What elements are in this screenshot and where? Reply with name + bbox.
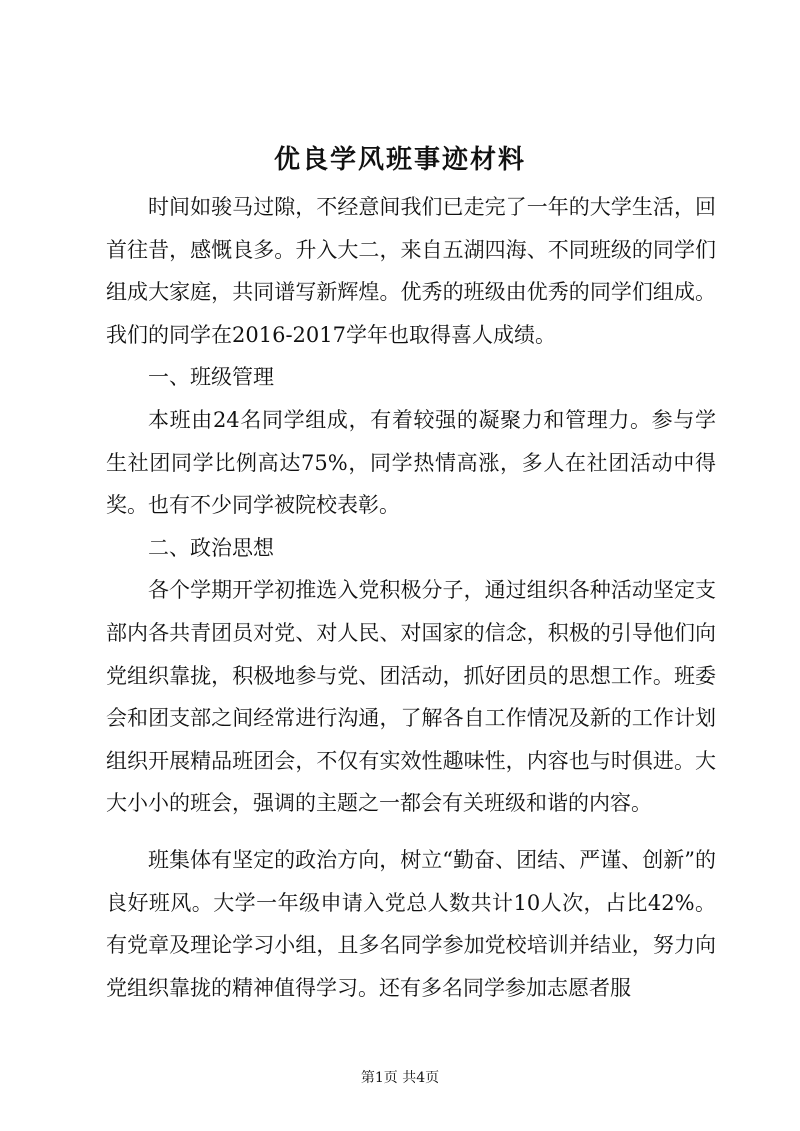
section-heading-political-thought: 二、政治思想: [148, 535, 274, 560]
page-number-footer: 第1页 共4页: [360, 1070, 440, 1086]
section-heading-class-management: 一、班级管理: [148, 365, 274, 390]
paragraph-intro: 时间如骏马过隙，不经意间我们已走完了一年的大学生活，回首往昔，感慨良多。升入大二，来自五湖四海、不同班级的同学们组成大家庭，共同谱写新辉煌。优秀的班级由优秀的同学们组成。我们的同学在2016-2017学年也取得喜人成绩。: [106, 195, 716, 347]
paragraph-class-style: 班集体有坚定的政治方向，树立“勤奋、团结、严谨、创新”的良好班风。大学一年级申请入党总人数共计10人次，占比42%。有党章及理论学习小组，且多名同学参加党校培训并结业，努力向党组织靠拢的精神值得学习。还有多名同学参加志愿者服: [106, 847, 716, 1000]
document-title: 优良学风班事迹材料: [273, 145, 526, 175]
paragraph-political-thought: 各个学期开学初推选入党积极分子，通过组织各种活动坚定支部内各共青团员对党、对人民、对国家的信念，积极的引导他们向党组织靠拢，积极地参与党、团活动，抓好团员的思想工作。班委会和团支部之间经常进行沟通，了解各自工作情况及新的工作计划组织开展精品班团会，不仅有实效性趣味性，内容也与时俱进。大大小小的班会，强调的主题之一都会有关班级和谐的内容。: [106, 578, 716, 816]
paragraph-class-management: 本班由24名同学组成，有着较强的凝聚力和管理力。参与学生社团同学比例高达75%，同学热情高涨，多人在社团活动中得奖。也有不少同学被院校表彰。: [106, 407, 716, 518]
document-body: [106, 186, 716, 1009]
